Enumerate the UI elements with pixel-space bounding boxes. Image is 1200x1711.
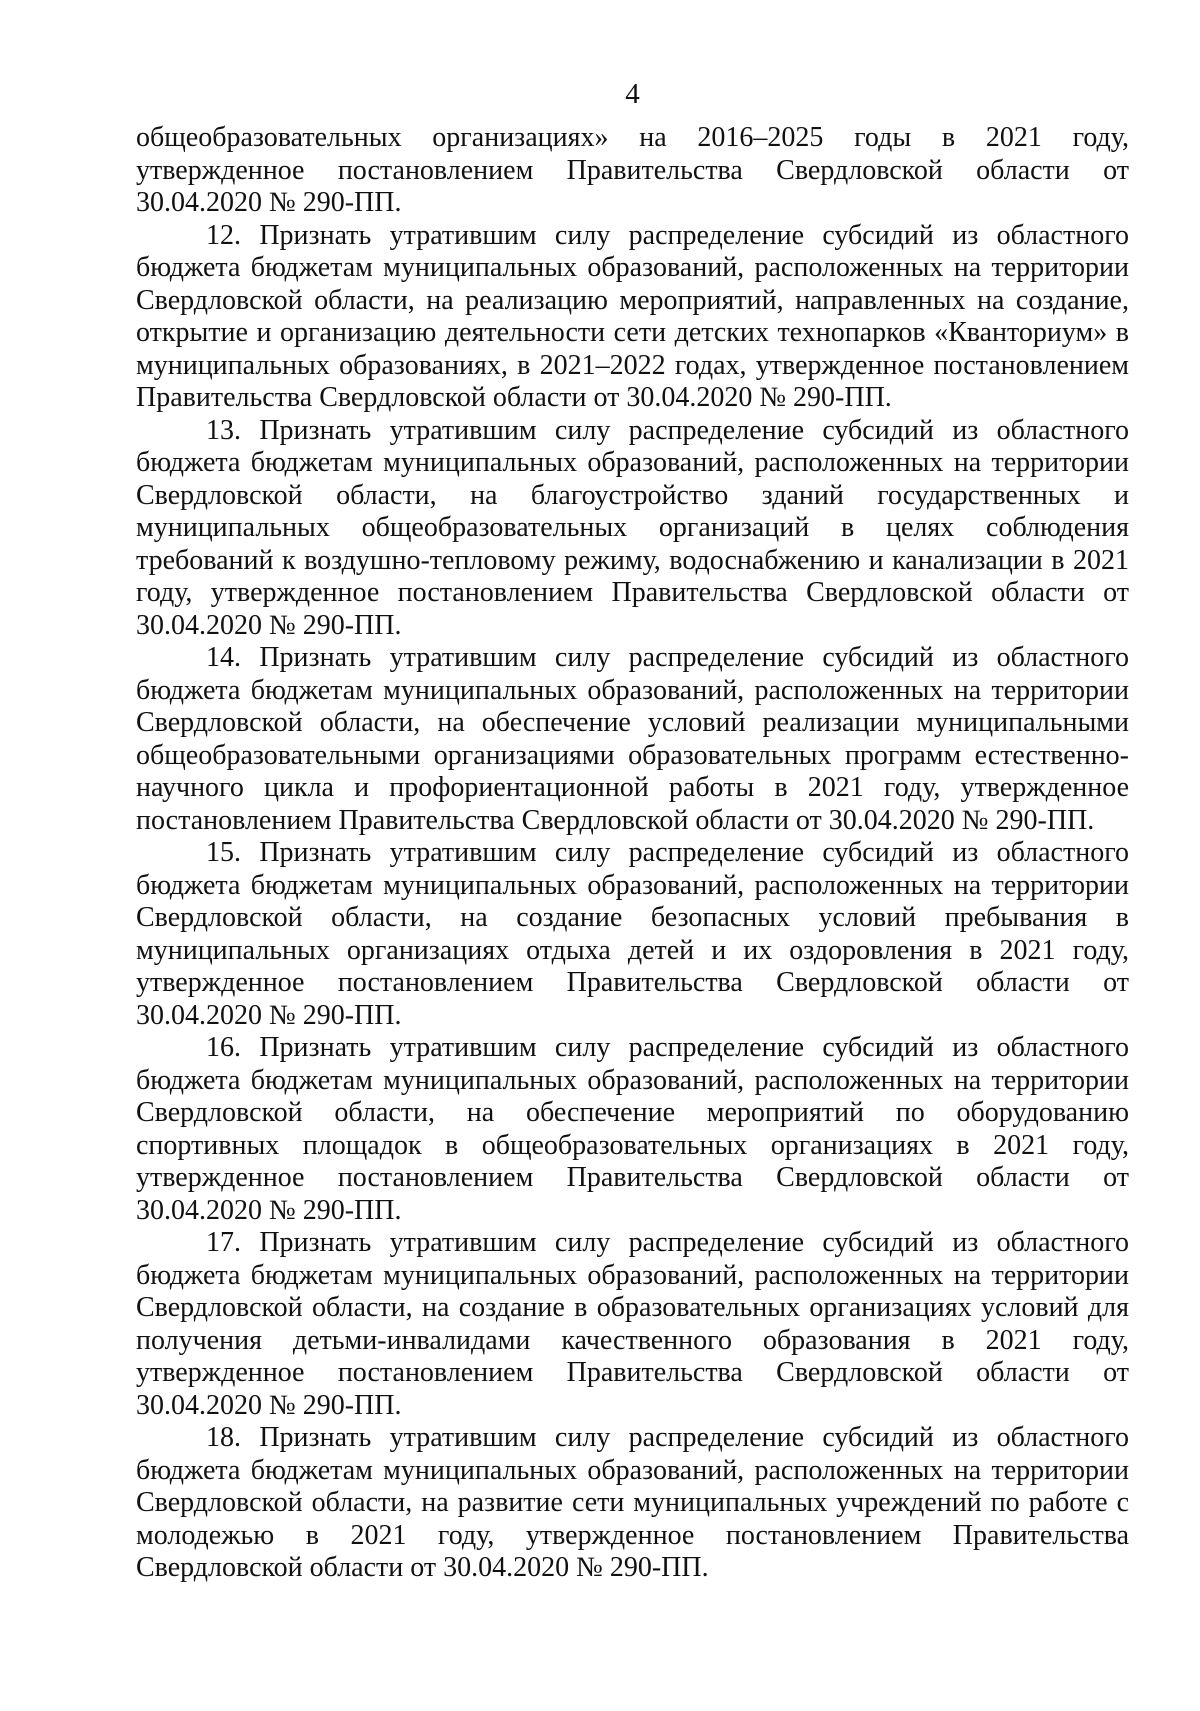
paragraph-item-13 [136, 415, 1129, 643]
item-number: 12. [206, 219, 241, 251]
item-text: Признать утратившим силу распределение субсидий из областного бюджета бюджетам муниципальных образований, расположенных на территории Свердловской области, на создание безопасных условий пребывания в муниципальных организациях отдыха детей и их оздоровления в 2021 году, утвержденное постановлением Правительства Свердловской области от 30.04.2020 № 290-ПП. [136, 837, 1129, 1031]
item-text: Признать утратившим силу распределение субсидий из областного бюджета бюджетам муниципальных образований, расположенных на территории Свердловской области, на развитие сети муниципальных учреждений по работе с молодежью в 2021 году, утвержденное постановлением Правительства Свердловской области от 30.04.2020 № 290-ПП. [136, 1422, 1129, 1583]
paragraph-item-14 [136, 642, 1129, 837]
item-number: 13. [206, 414, 241, 446]
paragraph-item-15 [136, 837, 1129, 1032]
document-body [136, 122, 1129, 1585]
item-text: Признать утратившим силу распределение субсидий из областного бюджета бюджетам муниципальных образований, расположенных на территории Свердловской области, на благоустройство зданий государственных и муниципальных общеобразовательных организаций в целях соблюдения требований к воздушно-тепловому режиму, водоснабжению и канализации в 2021 году, утвержденное постановлением Правительства Свердловской области от 30.04.2020 № 290-ПП. [136, 414, 1129, 641]
item-text: Признать утратившим силу распределение субсидий из областного бюджета бюджетам муниципальных образований, расположенных на территории Свердловской области, на обеспечение условий реализации муниципальными общеобразовательными организациями образовательных программ естественно-научного цикла и профориентационной работы в 2021 году, утвержденное постановлением Правительства Свердловской области от 30.04.2020 № 290-ПП. [136, 642, 1129, 836]
item-number: 16. [206, 1032, 241, 1063]
item-number: 17. [206, 1227, 241, 1258]
paragraph-item-17 [136, 1227, 1129, 1422]
item-number: 18. [206, 1422, 241, 1453]
paragraph-item-16 [136, 1032, 1129, 1227]
item-number: 15. [206, 837, 241, 868]
paragraph-item-18 [136, 1422, 1129, 1585]
page-number: 4 [625, 78, 640, 110]
item-number: 14. [206, 642, 241, 673]
item-text: Признать утратившим силу распределение субсидий из областного бюджета бюджетам муниципальных образований, расположенных на территории Свердловской области, на реализацию мероприятий, направленных на создание, открытие и организацию деятельности сети детских технопарков «Кванториум» в муниципальных образованиях, в 2021–2022 годах, утвержденное постановлением Правительства Свердловской области от 30.04.2020 № 290-ПП. [136, 219, 1129, 413]
item-text: Признать утратившим силу распределение субсидий из областного бюджета бюджетам муниципальных образований, расположенных на территории Свердловской области, на обеспечение мероприятий по оборудованию спортивных площадок в общеобразовательных организациях в 2021 году, утвержденное постановлением Правительства Свердловской области от 30.04.2020 № 290-ПП. [136, 1032, 1129, 1226]
item-text: Признать утратившим силу распределение субсидий из областного бюджета бюджетам муниципальных образований, расположенных на территории Свердловской области, на создание в образовательных организациях условий для получения детьми-инвалидами качественного образования в 2021 году, утвержденное постановлением Правительства Свердловской области от 30.04.2020 № 290-ПП. [136, 1227, 1129, 1421]
continuation-paragraph: общеобразовательных организациях» на 2016–2025 годы в 2021 году, утвержденное постановлением Правительства Свердловской области от 30.04.2020 № 290-ПП. [136, 122, 1129, 218]
paragraph-item-12 [136, 220, 1129, 415]
